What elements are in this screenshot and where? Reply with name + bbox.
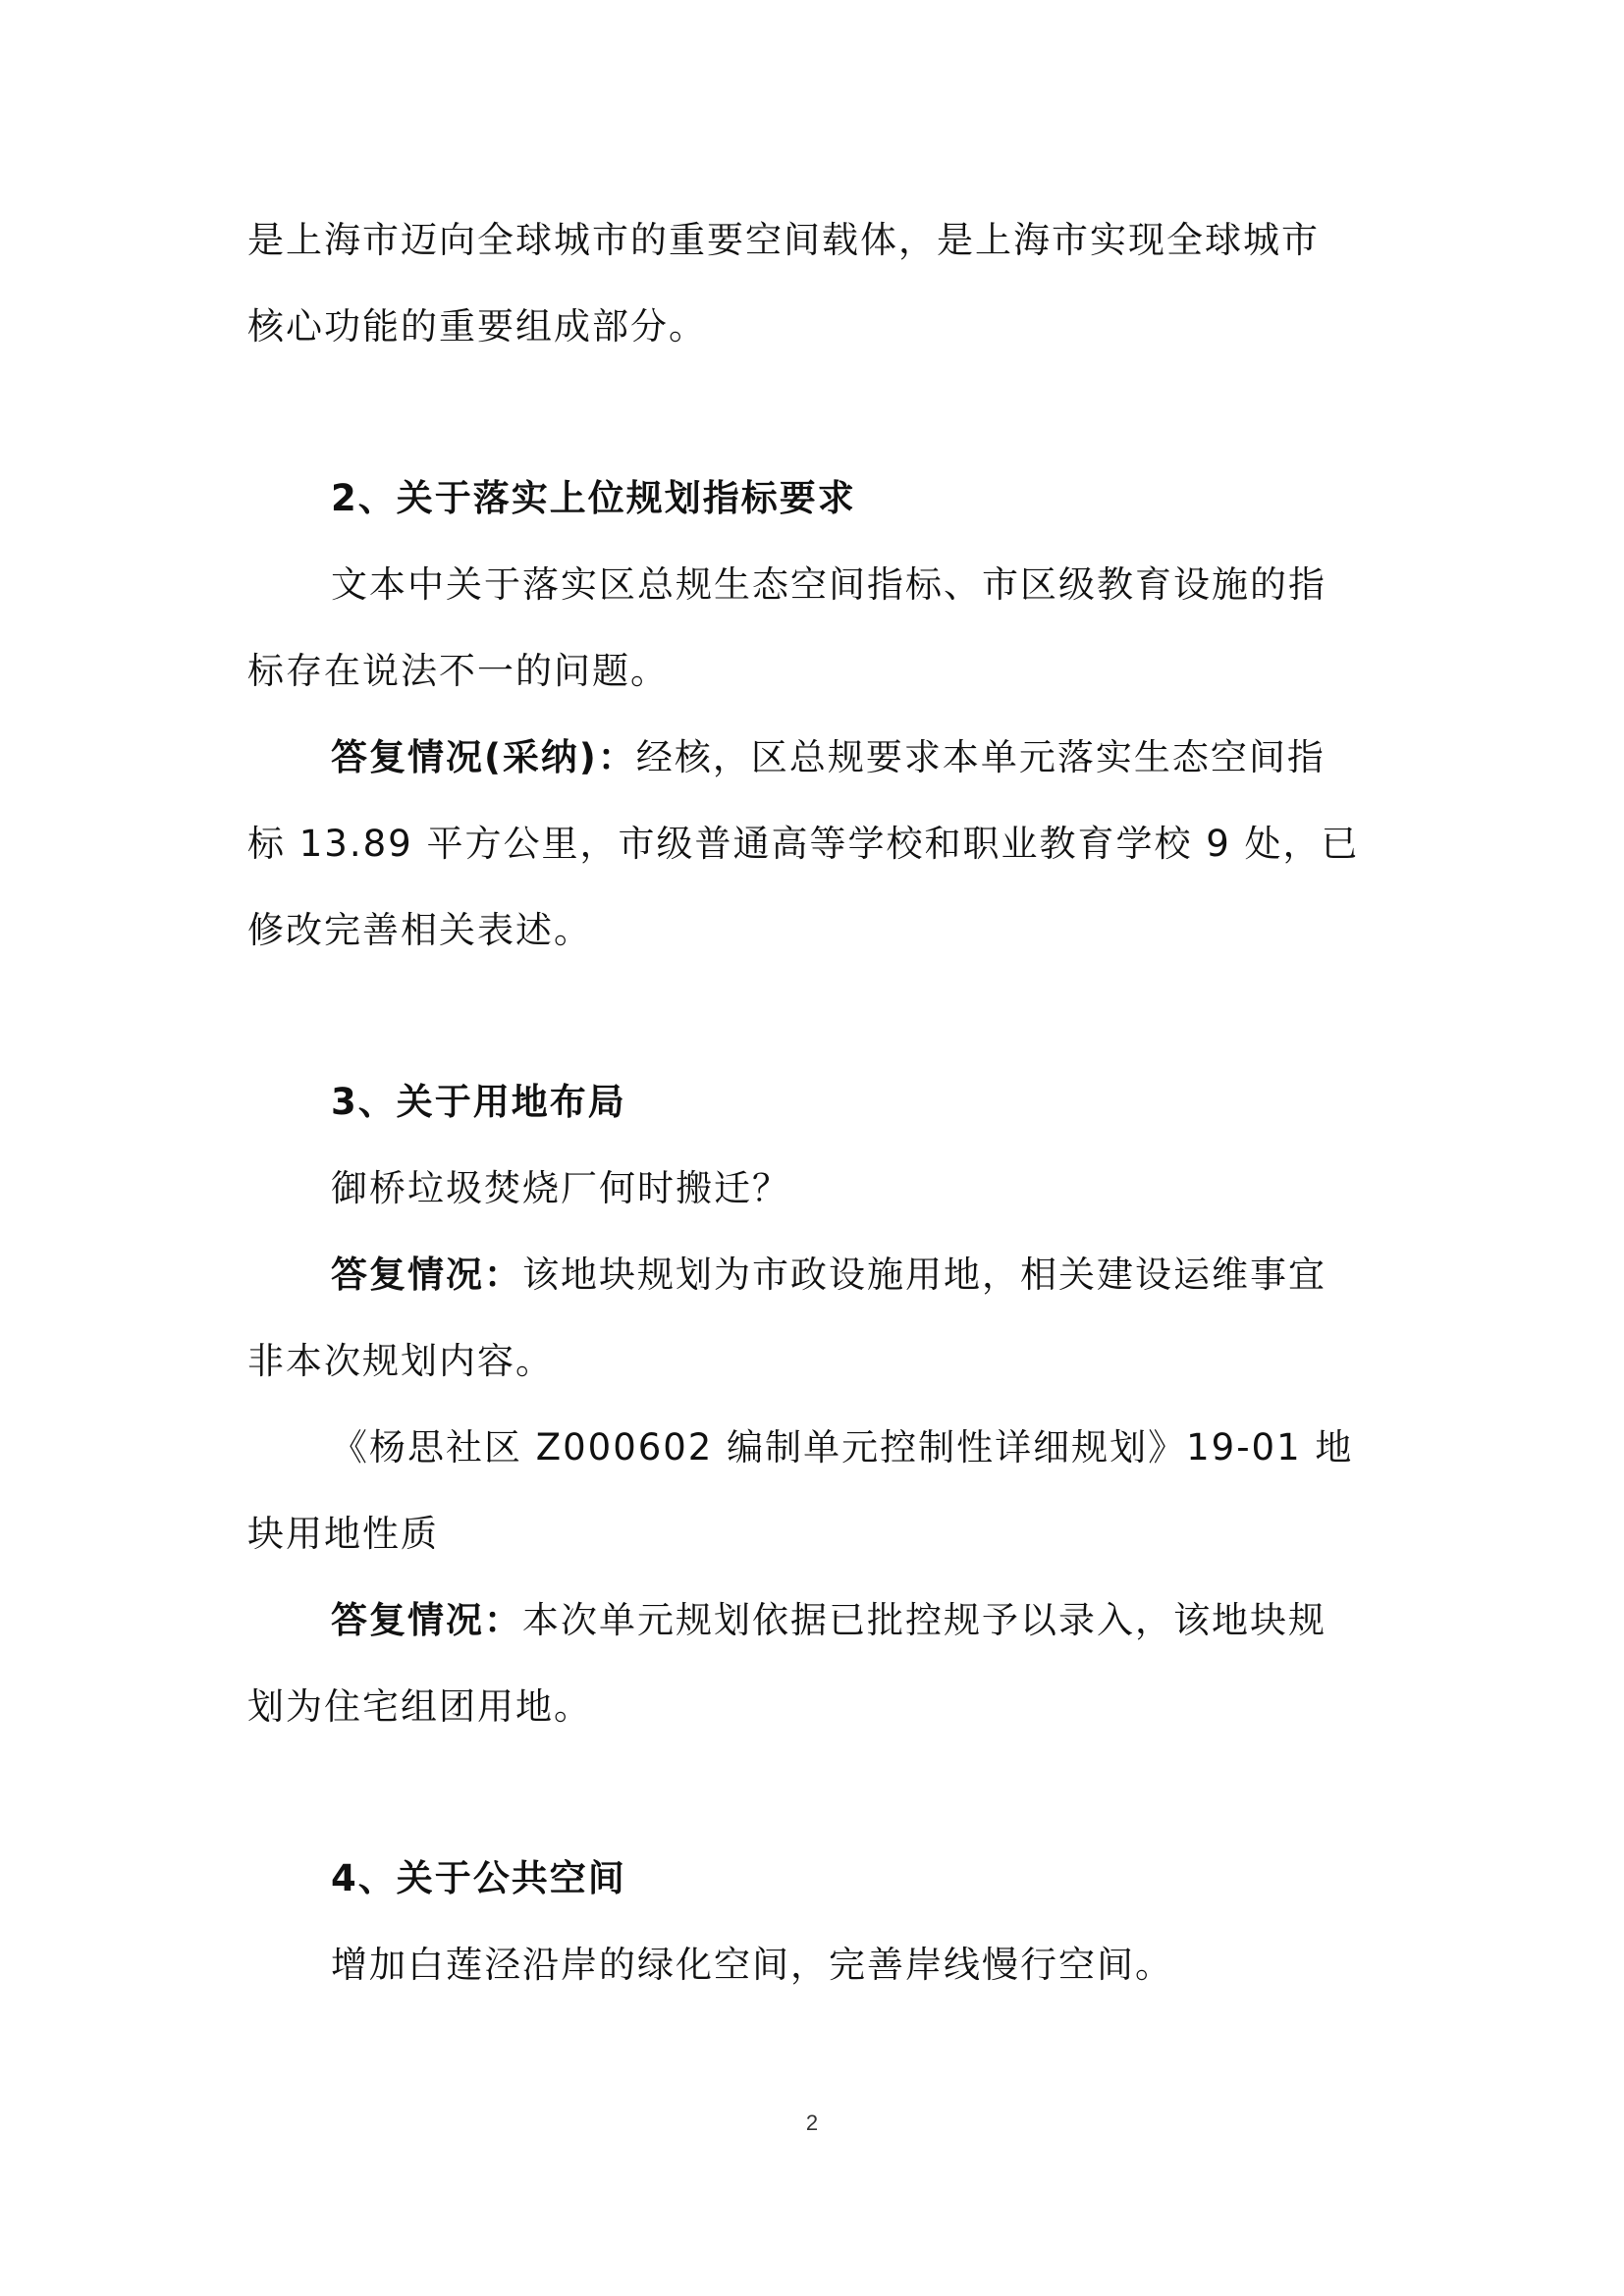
paragraph-line (247, 820, 1360, 869)
paragraph-line (247, 216, 1320, 265)
text-span: 御桥垃圾焚烧厂何时搬迁？ (331, 1167, 790, 1209)
text-span: 标存在说法不一的问题。 (247, 650, 669, 692)
paragraph-line (247, 906, 592, 955)
reply-line (331, 1251, 1326, 1300)
paragraph-line (247, 1510, 439, 1559)
paragraph-line (331, 1423, 1353, 1472)
section-heading-2 (331, 474, 856, 523)
text-span: 本次单元规划依据已批控规予以录入，该地块规 (522, 1599, 1326, 1641)
section-heading-4 (331, 1854, 626, 1903)
paragraph-line (247, 1682, 592, 1732)
reply-label: 答复情况： (331, 1254, 522, 1296)
text-span: 标 13.89 平方公里，市级普通高等学校和职业教育学校 9 处，已 (247, 823, 1360, 865)
reply-line (331, 1596, 1326, 1645)
section-heading-3 (331, 1078, 626, 1127)
page-number: 2 (805, 2110, 819, 2135)
text-span: 修改完善相关表述。 (247, 909, 592, 951)
reply-label: 答复情况： (331, 1599, 522, 1641)
text-span: 文本中关于落实区总规生态空间指标、市区级教育设施的指 (331, 563, 1326, 606)
text-span: 该地块规划为市政设施用地，相关建设运维事宜 (522, 1254, 1326, 1296)
text-span: 划为住宅组团用地。 (247, 1685, 592, 1728)
heading-text: 4、关于公共空间 (331, 1857, 626, 1899)
text-span: 增加白莲泾沿岸的绿化空间，完善岸线慢行空间。 (331, 1944, 1173, 1986)
paragraph-line (247, 1337, 554, 1386)
text-span: 是上海市迈向全球城市的重要空间载体，是上海市实现全球城市 (247, 219, 1320, 261)
text-span: 《杨思社区 Z000602 编制单元控制性详细规划》19-01 地 (331, 1426, 1354, 1468)
heading-text: 3、关于用地布局 (331, 1081, 626, 1123)
paragraph-line (331, 561, 1326, 610)
paragraph-line (247, 302, 707, 351)
paragraph-line (331, 1164, 790, 1213)
text-span: 核心功能的重要组成部分。 (247, 305, 707, 347)
heading-text: 2、关于落实上位规划指标要求 (331, 477, 856, 519)
paragraph-line (331, 1941, 1173, 1990)
reply-label: 答复情况(采纳)： (331, 736, 636, 778)
text-span: 非本次规划内容。 (247, 1340, 554, 1382)
reply-line (331, 733, 1326, 782)
paragraph-line (247, 647, 669, 696)
text-span: 经核，区总规要求本单元落实生态空间指 (635, 736, 1326, 778)
text-span: 块用地性质 (247, 1513, 439, 1555)
